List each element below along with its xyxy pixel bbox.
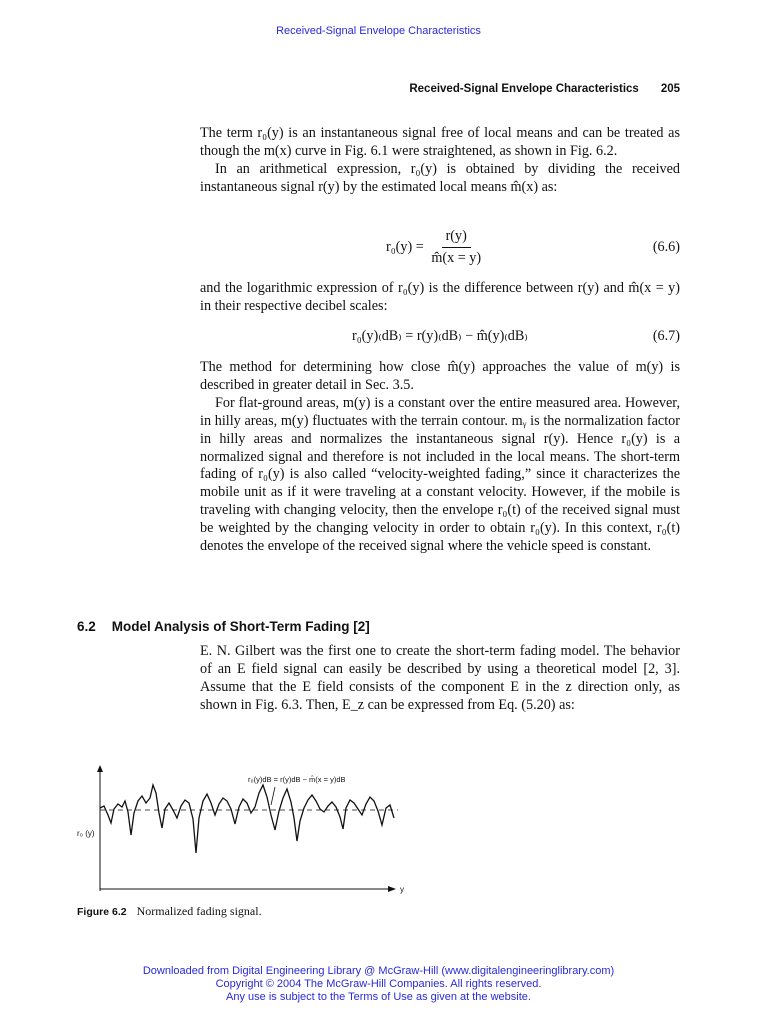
section-heading	[77, 619, 370, 634]
figure-caption	[77, 904, 262, 919]
footer-download-link[interactable]: Downloaded from Digital Engineering Library @ McGraw-Hill (www.digitalengineeringlibrary.com)	[142, 965, 615, 977]
section-title: Model Analysis of Short-Term Fading [2]	[111, 619, 370, 634]
equation-6-6	[200, 228, 680, 268]
running-head	[409, 83, 680, 95]
annotation-pointer	[271, 787, 275, 805]
y-axis-arrow	[97, 765, 103, 772]
equation-text: r₀(y)₍dB₎ = r(y)₍dB₎ − m̂(y)₍dB₎	[352, 328, 528, 344]
section-number: 6.2	[77, 619, 96, 634]
equation-lhs: r₀(y) =	[386, 239, 424, 255]
figure-y-label: r₀ (y)	[77, 829, 95, 838]
body-block-d	[200, 643, 680, 715]
x-axis-arrow	[388, 886, 396, 892]
figure-annotation: r₀(y)dB = r(y)dB − m̂(x = y)dB	[248, 775, 346, 784]
equation-fraction	[427, 228, 485, 267]
figure-normalized-fading-signal	[70, 763, 415, 898]
equation-number: (6.7)	[652, 328, 680, 344]
paragraph: The term r₀(y) is an instantaneous signal free of local means and can be treated as though the m(x) curve in Fig. 6.1 were straightened, as shown in Fig. 6.2.	[200, 125, 680, 159]
figure-caption-label: Figure 6.2	[77, 906, 127, 918]
footer	[0, 965, 757, 1004]
page-number: 205	[660, 83, 680, 95]
equation-numerator: r(y)	[442, 228, 471, 248]
equation-number: (6.6)	[652, 239, 680, 255]
paragraph: The method for determining how close m̂(y) approaches the value of m(y) is described in greater detail in Sec. 3.5.	[200, 359, 680, 393]
paragraph: and the logarithmic expression of r₀(y) is the difference between r(y) and m̂(x = y) in their respective decibel scales:	[200, 280, 680, 314]
equation-denominator: m̂(x = y)	[431, 250, 482, 266]
body-block-b	[200, 280, 680, 316]
paragraph: E. N. Gilbert was the first one to create the short-term fading model. The behavior of an E field signal can easily be described by using a theoretical model [2, 3]. Assume that the E field consists of the component E in the z direction only, as shown in Fig. 6.3. Then, E_z can be expressed from Eq. (5.20) as:	[200, 643, 680, 713]
paragraph: In an arithmetical expression, r₀(y) is obtained by dividing the received instantaneous signal r(y) by the estimated local means m̂(x) as:	[200, 160, 680, 195]
footer-terms-link[interactable]: Any use is subject to the Terms of Use as given at the website.	[226, 991, 531, 1003]
footer-copyright: Copyright © 2004 The McGraw-Hill Companies. All rights reserved.	[215, 978, 542, 990]
equation-6-7	[200, 328, 680, 346]
figure-caption-text: Normalized fading signal.	[136, 904, 262, 918]
paragraph: For flat-ground areas, m(y) is a constant over the entire measured area. However, in hilly areas, m(y) fluctuates with the terrain contour. mᵧ is the normalization factor in hilly areas and normalizes the instantaneous signal r(y). Hence r₀(y) is a normalized signal and therefore is not included in the local means. The short-term fading of r₀(y) is also called “velocity-weighted fading,” since it characterizes the mobile unit as if it were traveling at a constant velocity. However, if the mobile is traveling with changing velocity, then the envelope r₀(t) of the received signal must be weighted by the changing velocity in order to obtain r₀(y). In this context, r₀(t) denotes the envelope of the received signal where the vehicle speed is constant.	[200, 394, 680, 555]
running-head-title: Received-Signal Envelope Characteristics	[409, 83, 639, 95]
fading-signal-curve	[100, 785, 394, 853]
body-block-c	[200, 359, 680, 556]
top-header-link[interactable]: Received-Signal Envelope Characteristics	[276, 25, 481, 37]
figure-x-label: y	[400, 885, 404, 894]
body-block-a	[200, 125, 680, 197]
